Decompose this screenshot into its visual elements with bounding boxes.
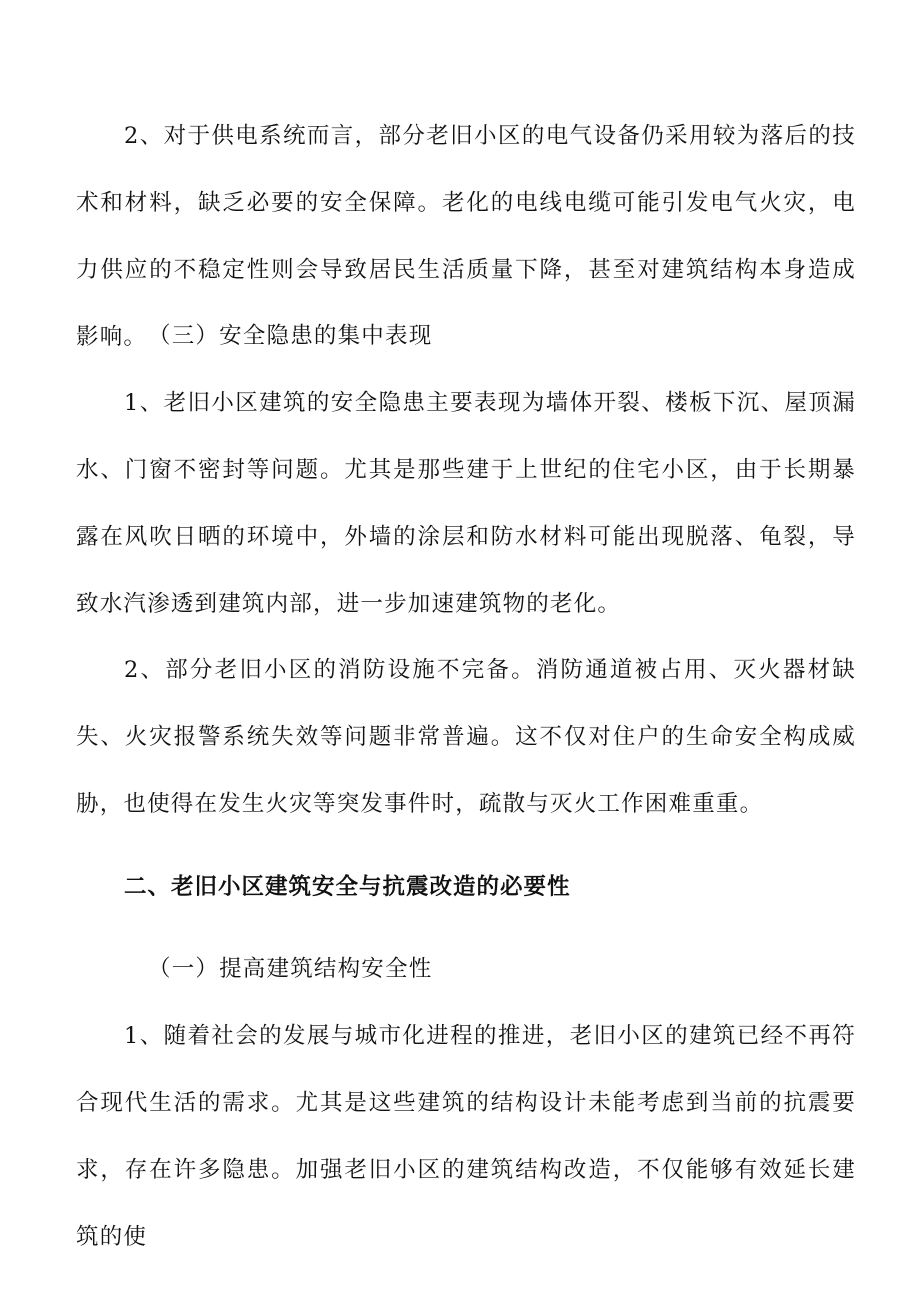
paragraph-building-hazards: 1、老旧小区建筑的安全隐患主要表现为墙体开裂、楼板下沉、屋顶漏水、门窗不密封等问题。尤其是那些建于上世纪的住宅小区，由于长期暴露在风吹日晒的环境中，外墙的涂层和防水材料可能出现脱落、龟裂，导致水汽渗透到建筑内部，进一步加速建筑物的老化。 bbox=[76, 390, 856, 617]
paragraph-fire-protection: 2、部分老旧小区的消防设施不完备。消防通道被占用、灭火器材缺失、火灾报警系统失效等问题非常普遍。这不仅对住户的生命安全构成威胁，也使得在发生火灾等突发事件时，疏散与灭火工作困难重重。 bbox=[76, 657, 856, 817]
subheading-safety-hazards: （三）安全隐患的集中表现 bbox=[148, 323, 433, 349]
section-heading-necessity: 二、老旧小区建筑安全与抗震改造的必要性 bbox=[124, 874, 571, 900]
paragraph-urbanization: 1、随着社会的发展与城市化进程的推进，老旧小区的建筑已经不再符合现代生活的需求。尤其是这些建筑的结构设计未能考虑到当前的抗震要求，存在许多隐患。加强老旧小区的建筑结构改造，不仅能够有效延长建筑的使 bbox=[76, 1023, 856, 1250]
subheading-structural-safety: （一）提高建筑结构安全性 bbox=[148, 956, 433, 982]
paragraph-power-supply: 2、对于供电系统而言，部分老旧小区的电气设备仍采用较为落后的技术和材料，缺乏必要的安全保障。老化的电线电缆可能引发电气火灾，电力供应的不稳定性则会导致居民生活质量下降，甚至对建筑结构本身造成影响。 bbox=[76, 123, 856, 350]
